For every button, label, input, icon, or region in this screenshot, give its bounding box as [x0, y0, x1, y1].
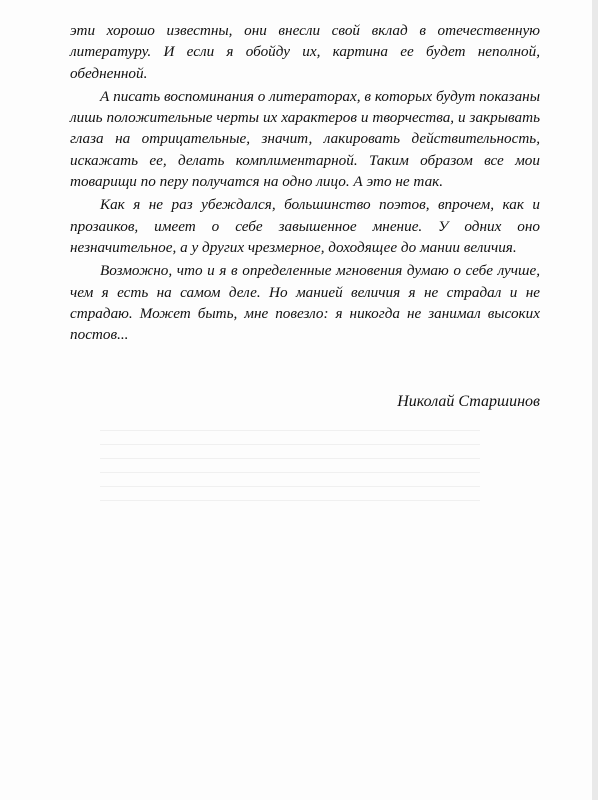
- bleed-through-shadow: [100, 430, 480, 510]
- paragraph-4: Возможно, что и я в определенные мгновения думаю о себе лучше, чем я есть на самом деле. Но манией величия я не страдал и не страдаю. Может быть, мне повезло: я никогда не занимал высоких постов...: [70, 262, 540, 344]
- scan-edge: [592, 0, 598, 800]
- paragraph-2: А писать воспоминания о литераторах, в которых будут показаны лишь положительные черты их характеров и творчества, и закрывать глаза на отрицательные, значит, лакировать действительность, искажать ее, делать комплиментарной. Таким образом все мои товарищи по перу получатся на одно лицо. А это не так.: [70, 87, 540, 191]
- body-text: [70, 20, 540, 347]
- paragraph-3: Как я не раз убеждался, большинство поэтов, впрочем, как и прозаиков, имеет о себе завышенное мнение. У одних оно незначительное, а у других чрезмерное, доходящее до мании величия.: [70, 196, 540, 256]
- author-signature: Николай Старшинов: [397, 393, 540, 410]
- paragraph-1: эти хорошо известны, они внесли свой вклад в отечественную литературу. И если я обойду их, картина ее будет неполной, обедненной.: [70, 22, 540, 82]
